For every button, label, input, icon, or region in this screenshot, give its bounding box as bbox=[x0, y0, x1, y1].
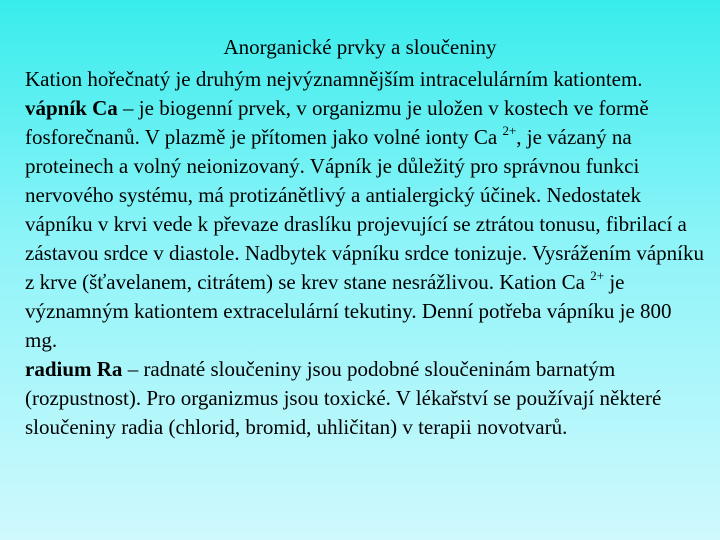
radium-paragraph bbox=[25, 355, 705, 442]
calcium-text-2: , je vázaný na proteinech a volný neionizovaný. Vápník je důležitý pro správnou funkci nervového systému, má protizánětlivý a antialergický účinek. Nedostatek vápníku v krvi vede k převaze draslíku projevující se ztrátou tonusu, fibrilací a zástavou srdce v diastole. Nadbytek vápníku srdce tonizuje. Vysrážením vápníku z krve (šťavelanem, citrátem) se krev stane nesrážlivou. Kation Ca bbox=[25, 125, 705, 294]
calcium-paragraph bbox=[25, 94, 705, 355]
intro-paragraph: Kation hořečnatý je druhým nejvýznamnějším intracelulárním kationtem. bbox=[25, 67, 643, 91]
radium-term: radium Ra bbox=[25, 357, 123, 381]
calcium-text-3: je významným kationtem extracelulární tekutiny. Denní potřeba vápníku je 800 mg. bbox=[25, 270, 672, 352]
slide-body bbox=[25, 65, 705, 442]
calcium-charge-1: 2+ bbox=[502, 123, 517, 138]
calcium-charge-2: 2+ bbox=[590, 268, 605, 283]
calcium-text-1: – je biogenní prvek, v organizmu je uložen v kostech ve formě fosforečnanů. V plazmě je přítomen jako volné ionty Ca bbox=[25, 96, 649, 149]
slide-title: Anorganické prvky a sloučeniny bbox=[223, 35, 497, 59]
calcium-term: vápník Ca bbox=[25, 96, 118, 120]
radium-text: – radnaté sloučeniny jsou podobné sloučeninám barnatým (rozpustnost). Pro organizmus jsou toxické. V lékařství se používají některé sloučeniny radia (chlorid, bromid, uhličitan) v terapii novotvarů. bbox=[25, 357, 662, 439]
